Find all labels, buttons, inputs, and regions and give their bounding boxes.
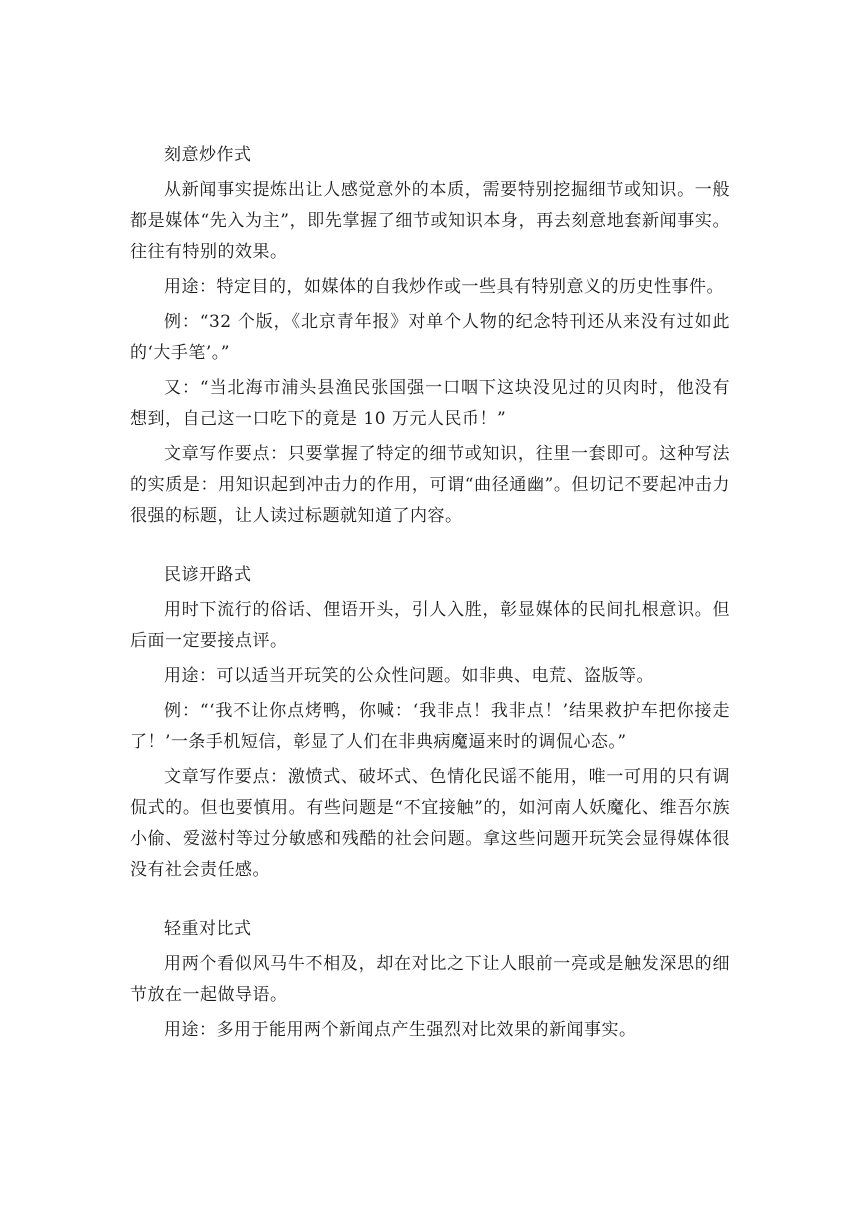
document-body [130,140,730,1046]
section-heading: 刻意炒作式 [164,145,252,165]
section-deliberate-hype [130,140,730,532]
paragraph: 从新闻事实提炼出让人感觉意外的本质，需要特别挖掘细节或知识。一般都是媒体“先入为主”，即先掌握了细节或知识本身，再去刻意地套新闻事实。往往有特别的效果。 [130,180,730,262]
paragraph: 例：“‘我不让你点烤鸭，你喊：‘我非点！我非点！’结果救护车把你接走了！’一条手机短信，彰显了人们在非典病魔逼来时的调侃心态。” [130,701,730,752]
paragraph: 又：“当北海市浦头县渔民张国强一口咽下这块没见过的贝肉时，他没有想到，自己这一口吃下的竟是 10 万元人民币！” [130,378,730,429]
paragraph: 用时下流行的俗话、俚语开头，引人入胜，彰显媒体的民间扎根意识。但后面一定要接点评。 [130,600,730,651]
section-contrast [130,914,730,1046]
paragraph: 文章写作要点：激愤式、破坏式、色情化民谣不能用，唯一可用的只有调侃式的。但也要慎用。有些问题是“不宜接触”的，如河南人妖魔化、维吾尔族小偷、爱滋村等过分敏感和残酷的社会问题。拿这些问题开玩笑会显得媒体很没有社会责任感。 [130,767,730,880]
section-heading: 轻重对比式 [164,919,252,939]
paragraph: 用途：多用于能用两个新闻点产生强烈对比效果的新闻事实。 [164,1020,637,1040]
section-folk-saying-opener [130,560,730,886]
paragraph: 用途：可以适当开玩笑的公众性问题。如非典、电荒、盗版等。 [164,666,654,686]
paragraph: 用两个看似风马牛不相及，却在对比之下让人眼前一亮或是触发深思的细节放在一起做导语。 [130,954,730,1005]
paragraph: 文章写作要点：只要掌握了特定的细节或知识，往里一套即可。这种写法的实质是：用知识起到冲击力的作用，可谓“曲径通幽”。但切记不要起冲击力很强的标题，让人读过标题就知道了内容。 [130,444,730,526]
paragraph: 用途：特定目的，如媒体的自我炒作或一些具有特别意义的历史性事件。 [164,277,724,297]
section-heading: 民谚开路式 [164,565,252,585]
paragraph: 例：“32 个版，《北京青年报》对单个人物的纪念特刊还从来没有过如此的‘大手笔’。” [130,312,730,363]
